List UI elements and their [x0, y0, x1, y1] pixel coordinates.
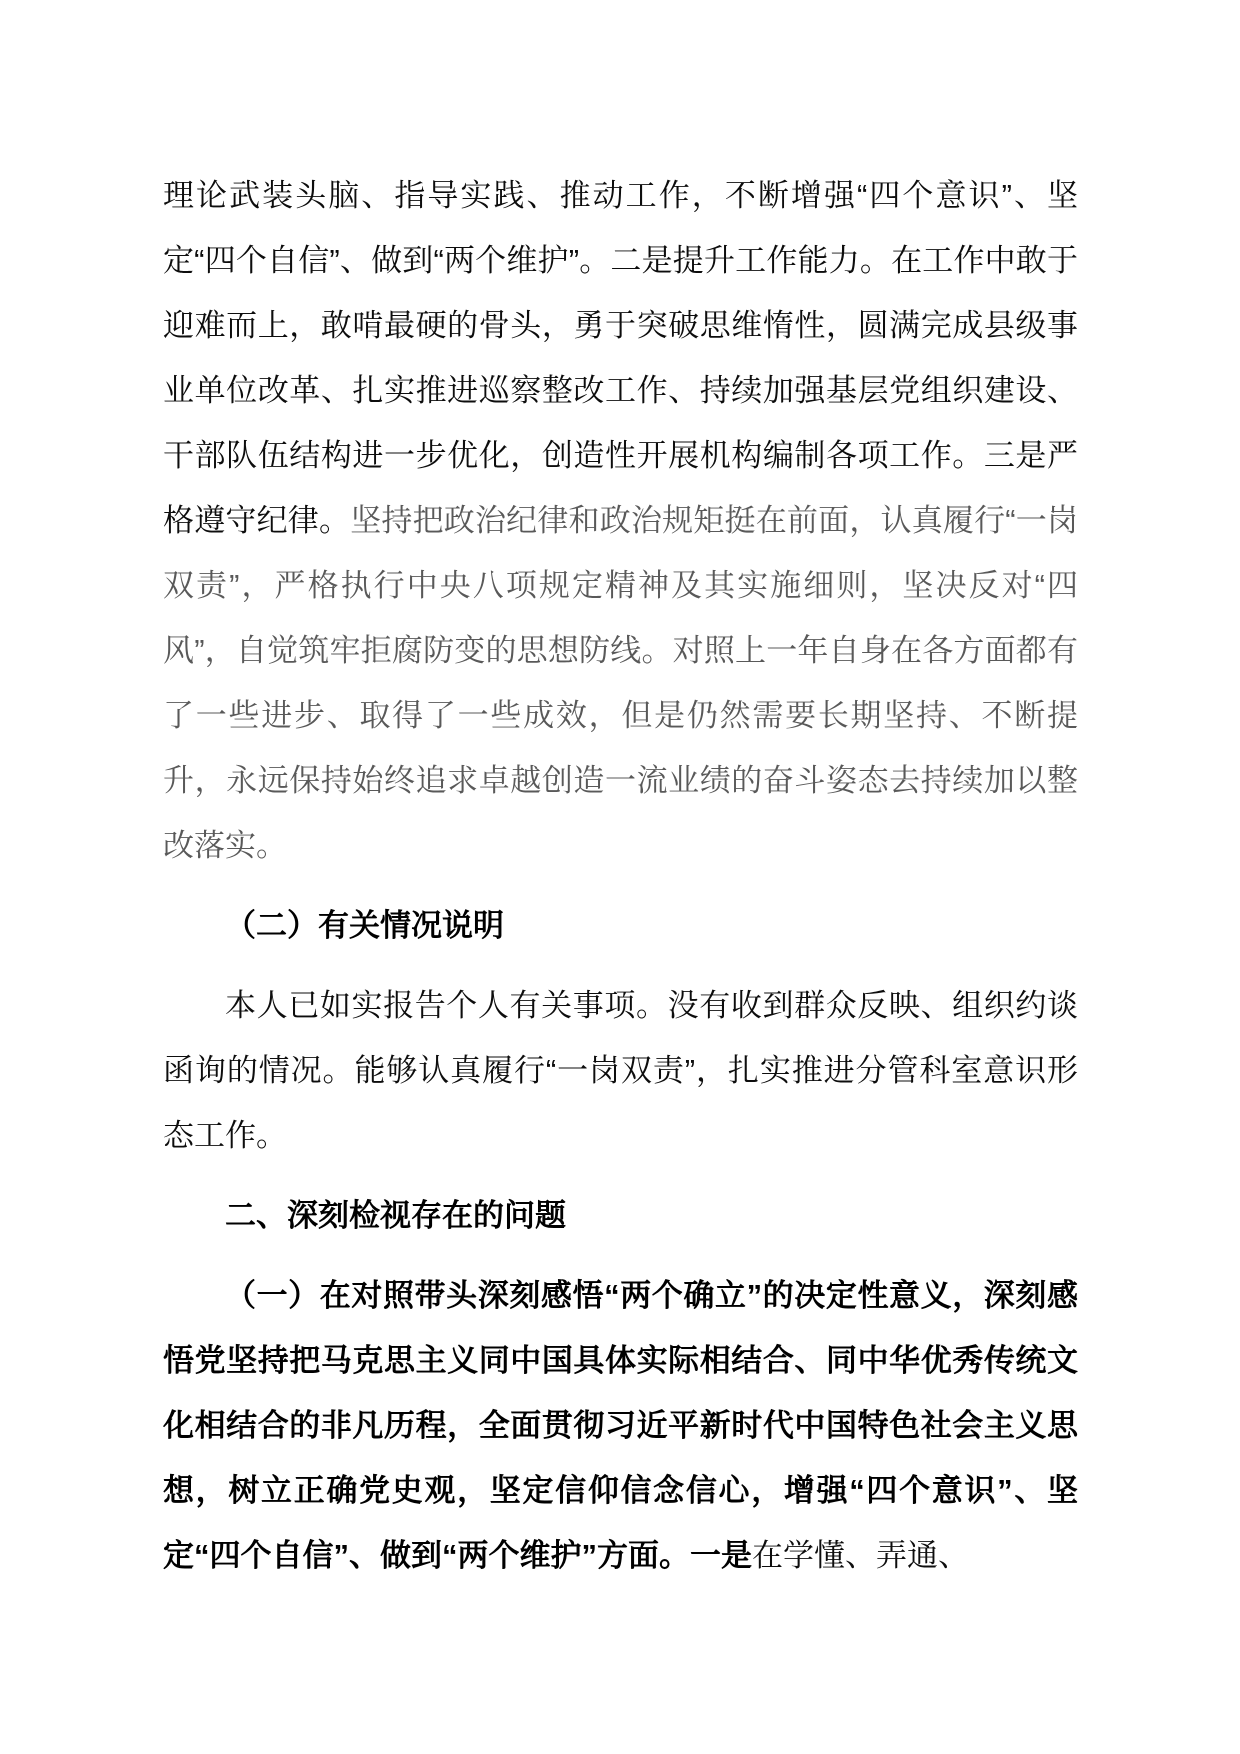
- paragraph-work-review: [163, 163, 1078, 878]
- paragraph-text: 理论武装头脑、指导实践、推动工作，不断增强“四个意识”、坚定“四个自信”、做到“两个维护”。二是提升工作能力。在工作中敢于迎难而上，敢啃最硬的骨头，勇于突破思维惰性，圆满完成县级事业单位改革、扎实推进巡察整改工作、持续加强基层党组织建设、干部队伍结构进一步优化，创造性开展机构编制各项工作。三是严格遵守纪律。: [163, 178, 1078, 538]
- paragraph-text-muted: 坚持把政治纪律和政治规矩挺在前面，认真履行“一岗双责”，严格执行中央八项规定精神及其实施细则，坚决反对“四风”，自觉筑牢拒腐防变的思想防线。对照上一年自身在各方面都有了一些进步、取得了一些成效，但是仍然需要长期坚持、不断提升，永远保持始终追求卓越创造一流业绩的奋斗姿态去持续加以整改落实。: [163, 503, 1079, 863]
- paragraph-situation-note: 本人已如实报告个人有关事项。没有收到群众反映、组织约谈函询的情况。能够认真履行“一岗双责”，扎实推进分管科室意识形态工作。: [163, 988, 1078, 1153]
- section-heading-situation-note: （二）有关情况说明: [225, 908, 504, 943]
- paragraph-text: 在学懂、弄通、: [752, 1538, 969, 1573]
- paragraph-text-bold: （一）在对照带头深刻感悟“两个确立”的决定性意义，深刻感悟党坚持把马克思主义同中国具体实际相结合、同中华优秀传统文化相结合的非凡历程，全面贯彻习近平新时代中国特色社会主义思想，树立正确党史观，坚定信仰信念信心，增强“四个意识”、坚定“四个自信”、做到“两个维护”方面。一是: [163, 1278, 1078, 1573]
- paragraph-problem-item-one: [163, 1263, 1078, 1588]
- section-heading-problems: 二、深刻检视存在的问题: [225, 1198, 566, 1233]
